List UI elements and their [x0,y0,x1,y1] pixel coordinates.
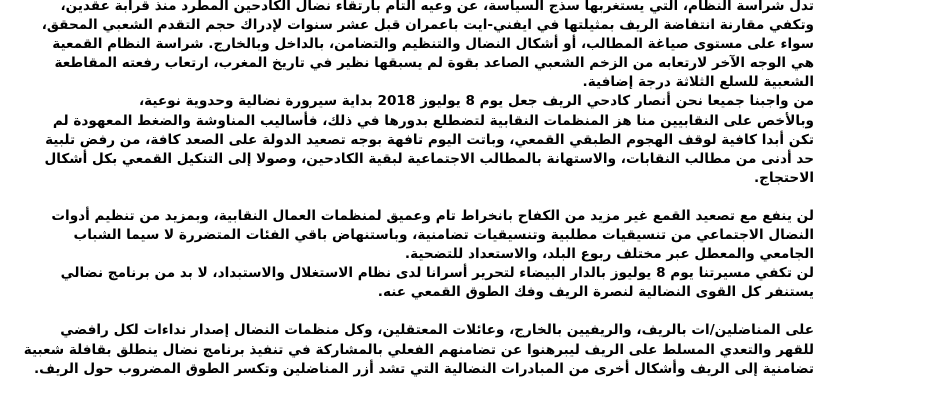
text-line: تدل شراسة النظام، التي يستغربها سذج السياسة، عن وعيه التام بارتقاء نضال الكادحين المطرد منذ قرابة عقدين، [60,0,814,14]
paragraph-escalation [51,207,814,264]
text-line: الشعبية للسلع الثلاثة درجة إضافية. [582,74,814,91]
paragraph-regime-brutality [41,0,814,92]
text-line: وبالأخص على النقابيين منا هز المنظمات النقابية لتضطلع بدورها في ذلك، فأساليب المناوشة والضغط المعهودة لم [52,112,814,129]
paragraph-casablanca-march [60,264,814,302]
text-line: الجامعي والمعطل عبر مختلف ربوع البلد، والاستعداد للتضحية. [404,246,814,263]
text-line: النضال الاجتماعي من تنسيقيات مطلبية وتنسيقيات تضامنية، وباستنهاض باقي الفئات المتضررة لا سيما الشباب [73,227,814,244]
text-line: من واجبنا جميعا نحن أنصار كادحي الريف جعل يوم 8 يوليوز 2018 بداية سيرورة نضالية وحدوية نوعية، [138,93,814,110]
paragraph-gap [118,302,814,321]
text-line: وتكفي مقارنة انتفاضة الريف بمثيلتها في ايفني-ايت باعمران قبل عشر سنوات لإدراك حجم التقدم الشعبي المحقق، [41,17,814,34]
text-line: حد أدنى من مطالب النقابات، والاستهانة بالمطالب الاجتماعية لبقية الكادحين، وصولا إلى التنكيل القمعي بكل أشكال [44,150,814,167]
text-line: يستنفر كل القوى النضالية لنصرة الريف وفك الطوق القمعي عنه. [377,284,814,301]
text-line: تكن أبدا كافية لوقف الهجوم الطبقي القمعي، وباتت اليوم تافهة بوجه تصعيد الدولة على الصعد كافة، من رفض تلبية [45,131,814,148]
text-line: لن تكفي مسيرتنا يوم 8 يوليوز بالدار البيضاء لتحرير أسرانا لدى نظام الاستغلال والاستبداد، لا بد من برنامج نضالي [60,265,814,282]
text-line: تضامنية إلى الريف وأشكال أخرى من المبادرات النضالية التي تشد أزر المناضلين وتكسر الطوق المضروب حول الريف. [33,360,814,377]
text-line: سواء على مستوى صياغة المطالب، أو أشكال النضال والتنظيم والتضامن، بالداخل وبالخارج. شراسة النظام القمعية [52,36,814,53]
text-line: للقهر والتعدي المسلط على الريف ليبرهنوا عن تضامنهم الفعلي بالمشاركة في تنفيذ برنامج نضال ينطلق بقافلة شعبية [23,341,814,358]
text-line: الاحتجاج. [754,169,814,186]
paragraph-july-8-duty [44,92,814,187]
text-line: لن ينفع مع تصعيد القمع غير مزيد من الكفاح بانخراط تام وعميق لمنظمات العمال النقابية، وبمزيد من تنظيم أدوات [51,207,814,224]
text-line: على المناضلين/ات بالريف، والريفيين بالخارج، وعائلات المعتقلين، وكل منظمات النضال إصدار نداءات لكل رافضي [60,322,814,339]
document-body [23,0,814,379]
text-line: هي الوجه الآخر لارتعابه من الزخم الشعبي الصاعد بقوة لم يسبقها نظير في تاريخ المغرب، ارتعاب رفعته المقاطعة [54,55,814,72]
paragraph-call-to-militants [23,321,814,378]
paragraph-gap [118,188,814,207]
